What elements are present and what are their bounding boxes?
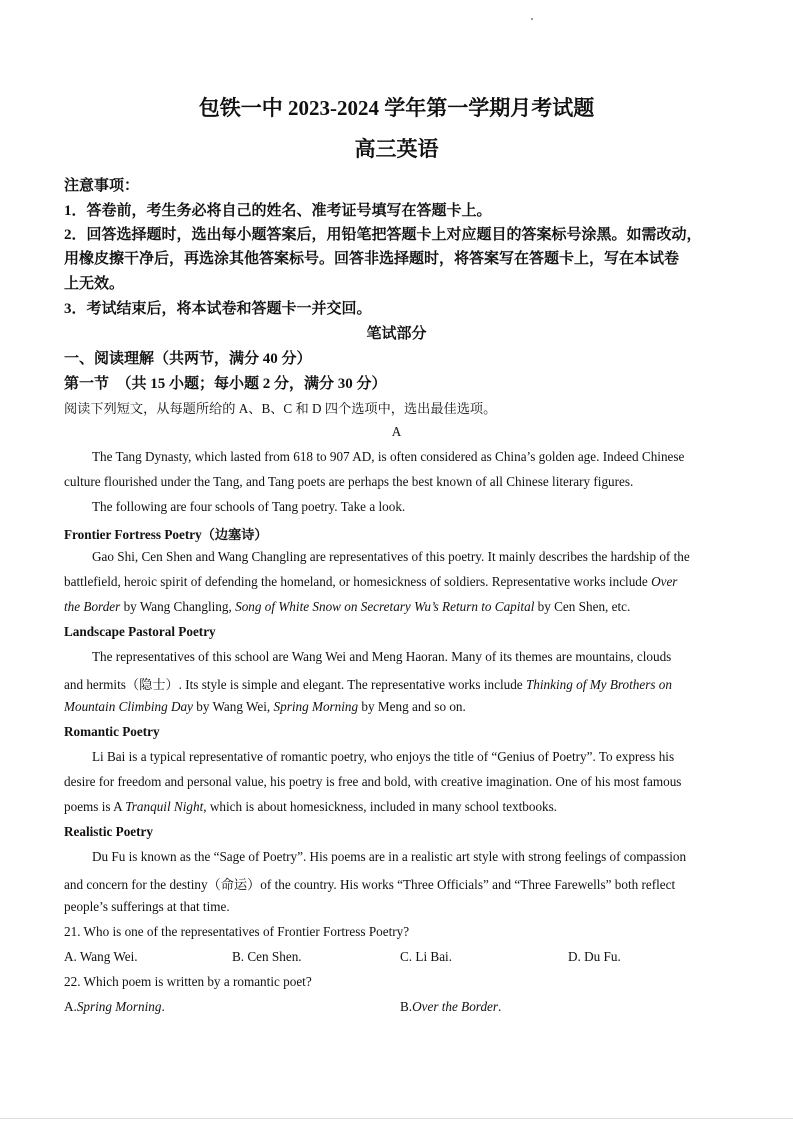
instruction: 阅读下列短文，从每题所给的 A、B、C 和 D 四个选项中，选出最佳选项。 [64,401,497,416]
passage-p2: The following are four schools of Tang poetry. Take a look. [92,499,406,514]
romantic-line-3: poems is A Tranquil Night, which is about homesickness, included in many school textbooks. [64,799,558,814]
exam-title: 包铁一中 2023-2024 学年第一学期月考试题 [198,96,595,120]
q22-option-a: A.Spring Morning. [64,999,165,1014]
question-21: 21. Who is one of the representatives of Frontier Fortress Poetry? [64,924,410,939]
heading-landscape-pastoral: Landscape Pastoral Poetry [64,624,216,639]
romantic-line-2: desire for freedom and personal value, his poetry is free and bold, with creative imagination. One of his most famous [64,774,682,789]
written-part-heading: 笔试部分 [366,326,427,342]
heading-frontier-fortress: Frontier Fortress Poetry（边塞诗） [64,527,268,542]
notice-item-3: 3．考试结束后，将本试卷和答题卡一并交回。 [64,301,372,317]
notice-heading: 注意事项： [64,178,140,194]
section1-heading: 第一节 （共 15 小题；每小题 2 分，满分 30 分） [64,376,387,392]
q21-option-d: D. Du Fu. [568,949,621,964]
frontier-line-2: battlefield, heroic spirit of defending the homeland, or homesickness of soldiers. Representative works include Over [64,574,678,589]
page-bottom-rule [0,1118,793,1119]
q21-option-b: B. Cen Shen. [232,949,302,964]
realistic-line-2: and concern for the destiny（命运）of the country. His works “Three Officials” and “Three Farewells” both reflect [64,877,676,892]
heading-romantic: Romantic Poetry [64,724,160,739]
exam-subtitle: 高三英语 [354,137,439,161]
notice-item-2-line-2: 用橡皮擦干净后，再选涂其他答案标号。回答非选择题时，将答案写在答题卡上，写在本试卷 [64,251,680,267]
landscape-line-3: Mountain Climbing Day by Wang Wei, Spring Morning by Meng and so on. [64,699,466,714]
notice-item-2-line-1: 2．回答选择题时，选出每小题答案后，用铅笔把答题卡上对应题目的答案标号涂黑。如需改动， [64,227,702,243]
passage-p1-line-2: culture flourished under the Tang, and Tang poets are perhaps the best known of all Chinese literary figures. [64,474,634,489]
realistic-line-1: Du Fu is known as the “Sage of Poetry”. His poems are in a realistic art style with strong feelings of compassion [92,849,687,864]
passage-p1-line-1: The Tang Dynasty, which lasted from 618 to 907 AD, is often considered as China’s golden age. Indeed Chinese [92,449,685,464]
frontier-line-1: Gao Shi, Cen Shen and Wang Changling are representatives of this poetry. It mainly describes the hardship of the [92,549,690,564]
q21-option-c: C. Li Bai. [400,949,453,964]
landscape-line-2: and hermits（隐士）. Its style is simple and elegant. The representative works include Thinking of My Brothers on [64,677,672,692]
part1-heading: 一、阅读理解（共两节，满分 40 分） [64,351,312,367]
heading-realistic: Realistic Poetry [64,824,153,839]
q21-option-a: A. Wang Wei. [64,949,138,964]
question-22: 22. Which poem is written by a romantic poet? [64,974,312,989]
landscape-line-1: The representatives of this school are Wang Wei and Meng Haoran. Many of its themes are mountains, clouds [92,649,672,664]
frontier-line-3: the Border by Wang Changling, Song of White Snow on Secretary Wu’s Return to Capital by Cen Shen, etc. [64,599,631,614]
realistic-line-3: people’s sufferings at that time. [64,899,230,914]
romantic-line-1: Li Bai is a typical representative of romantic poetry, who enjoys the title of “Genius of Poetry”. To express his [92,749,675,764]
scan-dot [531,18,533,20]
passage-label: A [391,424,402,439]
notice-item-2-line-3: 上无效。 [64,276,125,292]
notice-item-1: 1．答卷前，考生务必将自己的姓名、准考证号填写在答题卡上。 [64,203,492,219]
q22-option-b: B.Over the Border. [400,999,502,1014]
